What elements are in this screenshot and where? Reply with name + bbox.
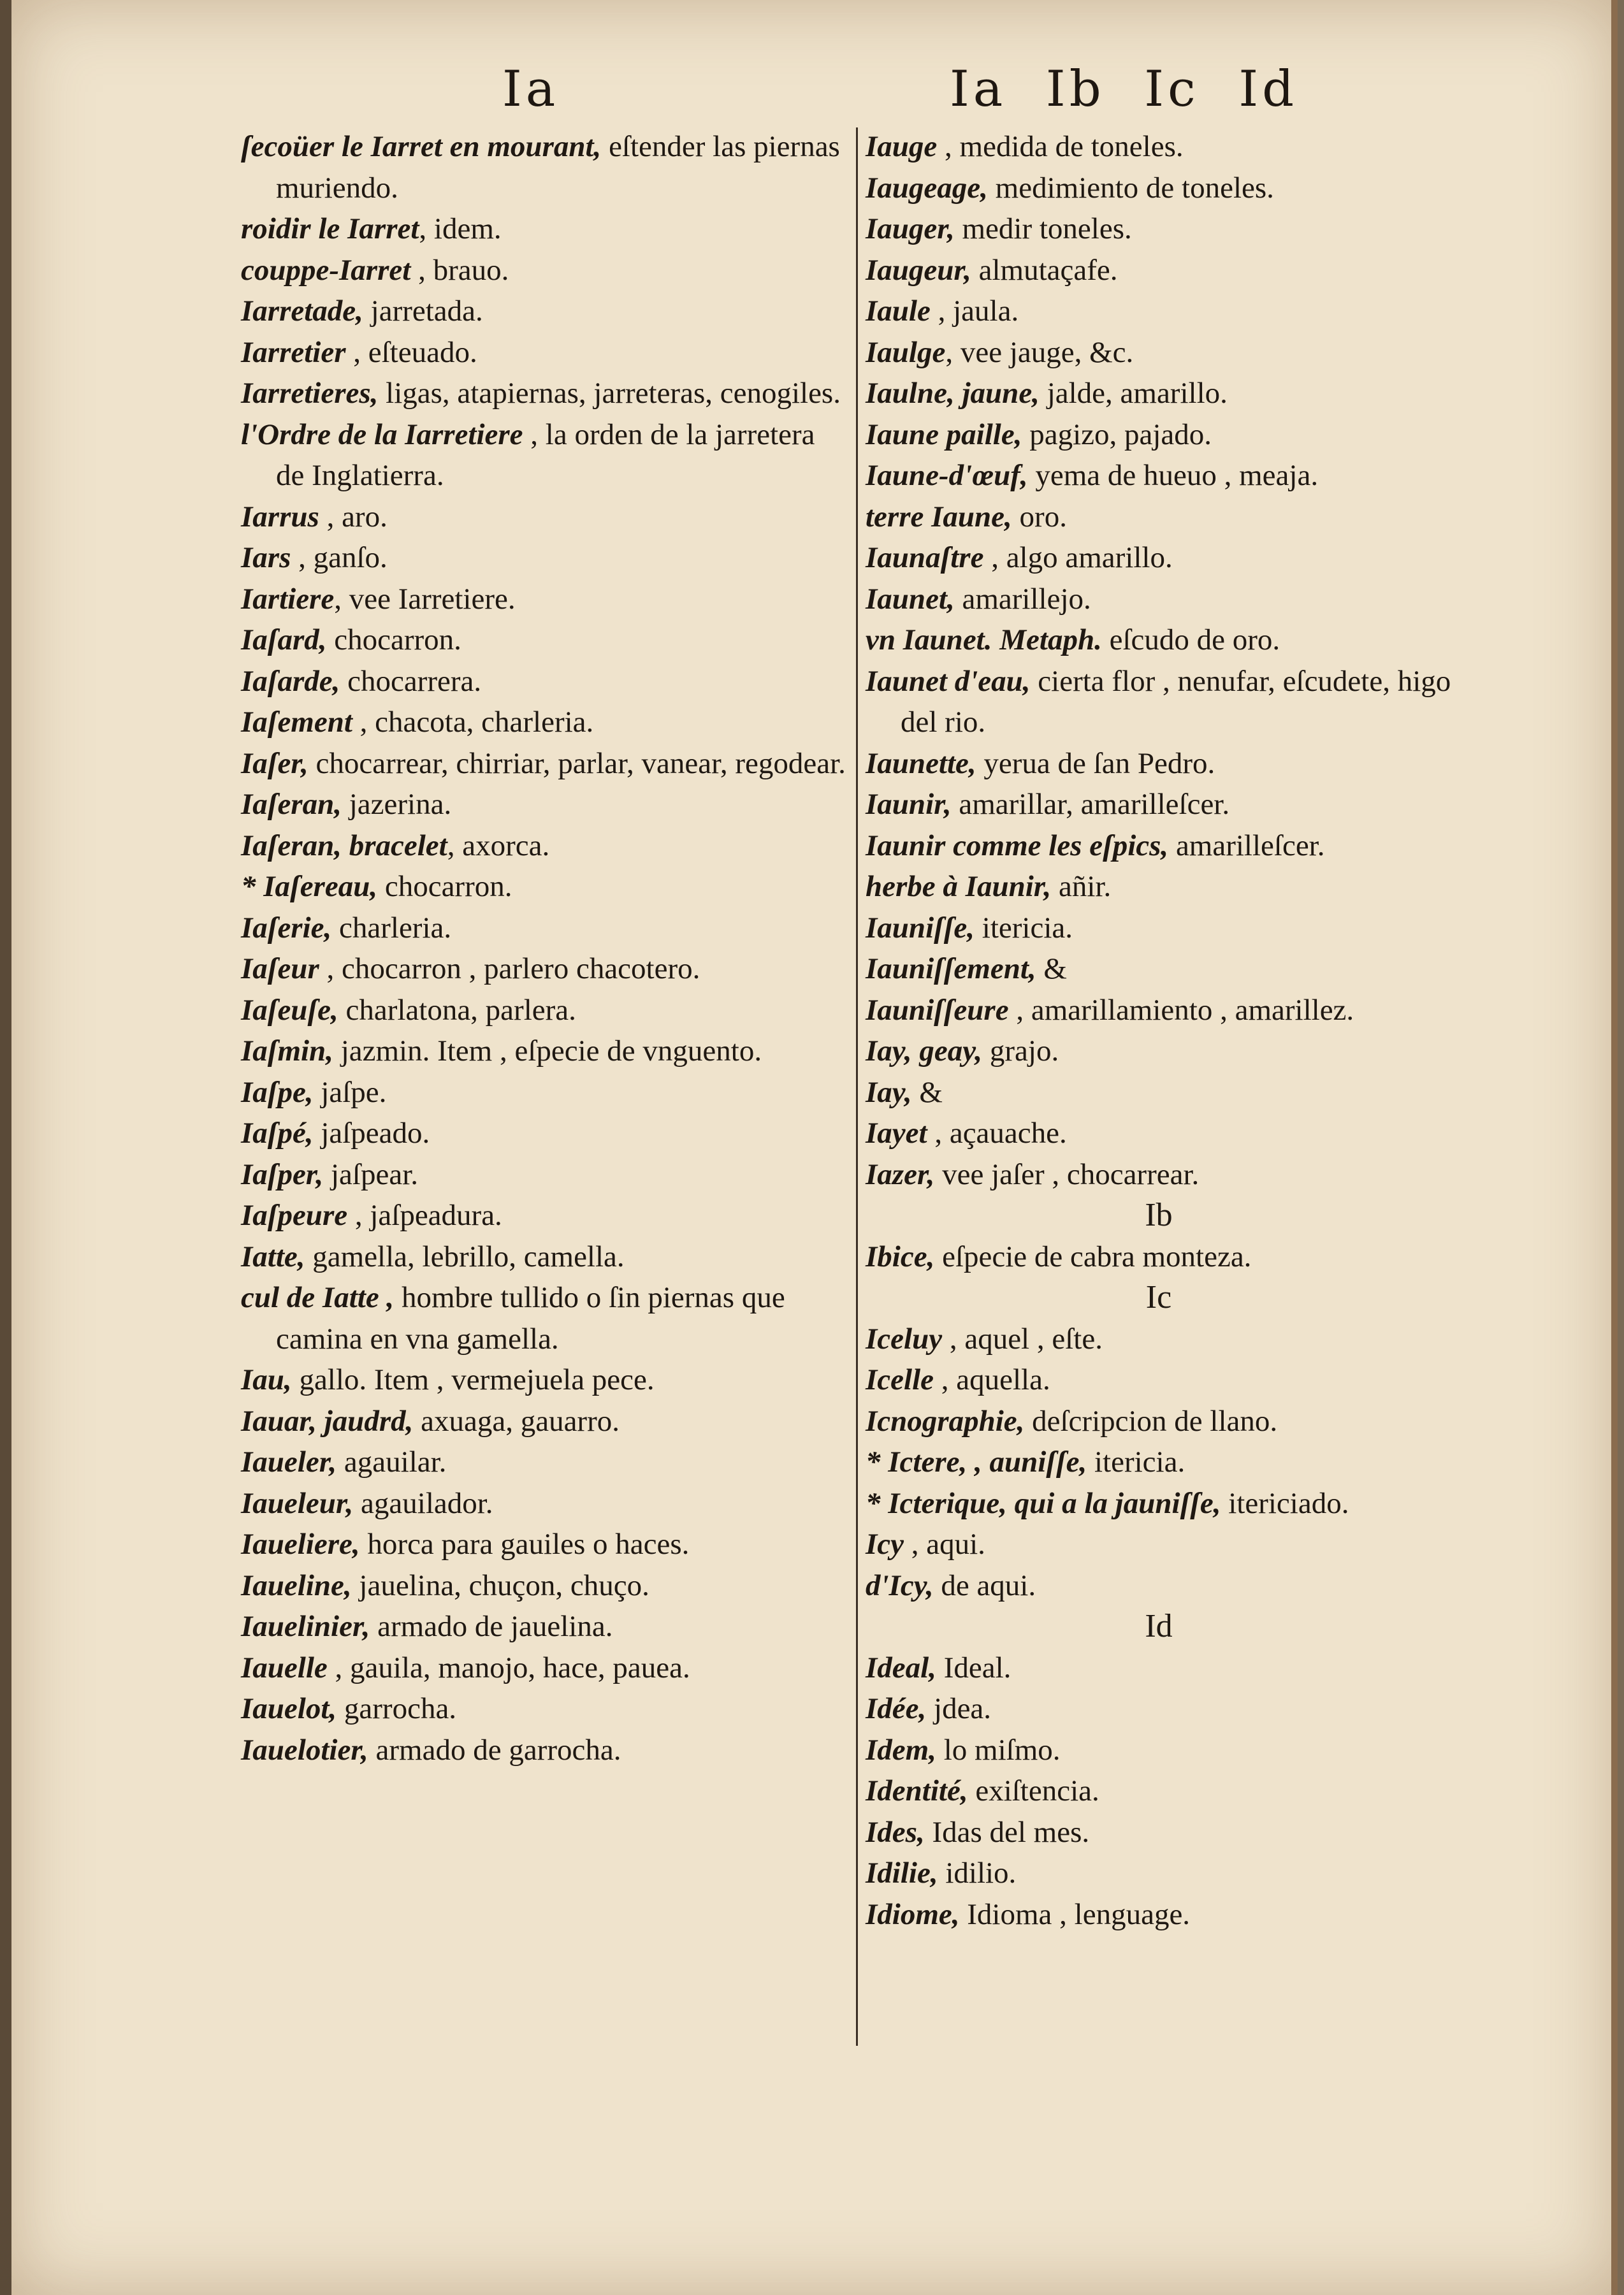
headword: Iartiere xyxy=(241,582,335,616)
definition: itericiado. xyxy=(1221,1486,1349,1520)
dictionary-entry xyxy=(241,661,850,702)
dictionary-entry xyxy=(241,1524,850,1565)
dictionary-entry xyxy=(241,1483,850,1524)
dictionary-entry xyxy=(241,1359,850,1401)
headword: herbe à Iaunir, xyxy=(866,870,1052,903)
definition: eſpecie de cabra monteza. xyxy=(934,1240,1252,1273)
dictionary-entry xyxy=(866,1770,1452,1812)
headword: l'Ordre de la Iarretiere xyxy=(241,417,523,451)
dictionary-entry xyxy=(241,1401,850,1442)
dictionary-page xyxy=(11,0,1618,2295)
dictionary-entry xyxy=(866,784,1452,825)
dictionary-entry xyxy=(866,1359,1452,1401)
definition: , vee Iarretiere. xyxy=(334,582,516,616)
definition: eſcudo de oro. xyxy=(1101,623,1280,656)
definition: , vee jauge, &c. xyxy=(945,335,1134,369)
headword: Iatte, xyxy=(241,1240,305,1273)
definition: oro. xyxy=(1011,500,1067,533)
right-column xyxy=(866,126,1452,1935)
headword: Iaulne, jaune, xyxy=(866,377,1040,410)
headword: Iarretade, xyxy=(241,294,363,328)
headword: Idiome, xyxy=(866,1897,960,1931)
page-edge xyxy=(1611,0,1618,2295)
definition: cierta flor , nenufar, eſcudete, higo del rio. xyxy=(901,664,1451,739)
dictionary-entry xyxy=(241,414,850,496)
section-heading: Ib xyxy=(1145,1197,1173,1233)
dictionary-entry xyxy=(241,908,850,949)
definition: armado de jauelina. xyxy=(370,1610,613,1643)
definition: hombre tullido o ſin piernas que camina en vna gamella. xyxy=(276,1281,785,1356)
headword: Iars xyxy=(241,541,291,574)
dictionary-entry xyxy=(866,168,1452,209)
headword: Iaſeur xyxy=(241,952,319,985)
headword: Iaunet d'eau, xyxy=(866,664,1031,698)
definition: medimiento de toneles. xyxy=(987,171,1274,205)
dictionary-entry xyxy=(241,990,850,1031)
headword: Iaſmin, xyxy=(241,1034,333,1068)
binding-shadow xyxy=(0,0,11,2295)
headword: Iaune-d'œuf, xyxy=(866,459,1028,492)
dictionary-entry xyxy=(241,1688,850,1730)
headword: couppe-Iarret xyxy=(241,253,411,287)
definition: armado de garrocha. xyxy=(368,1733,621,1767)
headword: Iauelinier, xyxy=(241,1610,370,1643)
headword: Iaſer, xyxy=(241,746,308,780)
dictionary-entry xyxy=(241,332,850,373)
headword: Iaunir, xyxy=(866,788,952,821)
dictionary-entry xyxy=(866,1688,1452,1730)
definition: agauilar. xyxy=(337,1445,447,1479)
definition: , algo amarillo. xyxy=(983,541,1173,574)
section-heading: Ic xyxy=(1145,1279,1172,1315)
headword: * Icterique, qui a la jauniſſe, xyxy=(866,1486,1221,1520)
definition: chocarrear, chirriar, parlar, vanear, regodear. xyxy=(308,746,846,780)
headword: Iaule xyxy=(866,294,931,328)
header-right: Ia Ib Ic Id xyxy=(950,61,1298,118)
dictionary-entry xyxy=(241,1647,850,1689)
definition: , eſteuado. xyxy=(345,335,477,369)
dictionary-entry xyxy=(241,373,850,414)
dictionary-entry xyxy=(241,948,850,990)
definition: charleria. xyxy=(331,911,452,945)
headword: Identité, xyxy=(866,1774,968,1807)
dictionary-entry xyxy=(241,866,850,908)
headword: Iaſper, xyxy=(241,1157,324,1191)
headword: Icelle xyxy=(866,1363,934,1396)
definition: jauelina, chuçon, chuço. xyxy=(351,1568,649,1602)
headword: Iaueler, xyxy=(241,1445,337,1479)
headword: Iauger, xyxy=(866,212,955,245)
definition: , gauila, manojo, hace, pauea. xyxy=(327,1651,690,1684)
dictionary-entry xyxy=(241,1154,850,1196)
dictionary-entry xyxy=(241,1606,850,1647)
definition: jarretada. xyxy=(363,294,483,328)
headword: Iaſard, xyxy=(241,623,327,656)
dictionary-entry xyxy=(866,537,1452,579)
definition: chocarron. xyxy=(377,870,512,903)
headword: Iaunir comme les eſpics, xyxy=(866,829,1169,862)
dictionary-entry xyxy=(866,1894,1452,1936)
left-column xyxy=(241,126,850,1770)
headword: Iaueleur, xyxy=(241,1486,354,1520)
definition: itericia. xyxy=(1087,1445,1185,1479)
headword: Iaſeran, xyxy=(241,788,342,821)
dictionary-entry xyxy=(241,537,850,579)
dictionary-entry xyxy=(866,1072,1452,1113)
definition: agauilador. xyxy=(353,1486,493,1520)
dictionary-entry xyxy=(241,1031,850,1072)
dictionary-entry xyxy=(866,1401,1452,1442)
dictionary-entry xyxy=(866,990,1452,1031)
dictionary-entry xyxy=(866,1236,1452,1278)
dictionary-entry xyxy=(866,1730,1452,1771)
headword: Iaugeage, xyxy=(866,171,988,205)
dictionary-entry xyxy=(241,579,850,620)
dictionary-entry xyxy=(241,1113,850,1154)
dictionary-entry xyxy=(866,250,1452,291)
definition: exiſtencia. xyxy=(968,1774,1099,1807)
dictionary-entry xyxy=(866,208,1452,250)
dictionary-entry xyxy=(866,1483,1452,1524)
definition: amarilleſcer. xyxy=(1168,829,1325,862)
headword: Iauniſſeure xyxy=(866,993,1009,1027)
definition: jazerina. xyxy=(341,788,452,821)
dictionary-entry xyxy=(241,496,850,538)
dictionary-entry xyxy=(866,1319,1452,1360)
definition: vee jaſer , chocarrear. xyxy=(934,1157,1200,1191)
headword: Icnographie, xyxy=(866,1404,1025,1438)
dictionary-entry xyxy=(866,1031,1452,1072)
dictionary-entry xyxy=(866,825,1452,867)
dictionary-entry xyxy=(241,208,850,250)
dictionary-entry xyxy=(866,1565,1452,1607)
headword: Iay, geay, xyxy=(866,1034,983,1068)
headword: Iaſement xyxy=(241,706,352,739)
definition: , aqui. xyxy=(904,1528,985,1561)
dictionary-entry xyxy=(241,825,850,867)
headword: Iarretieres, xyxy=(241,377,379,410)
headword: Iaſeuſe, xyxy=(241,993,338,1027)
dictionary-entry xyxy=(866,332,1452,373)
definition: deſcripcion de llano. xyxy=(1024,1404,1278,1438)
dictionary-entry xyxy=(866,1812,1452,1853)
headword: Iayet xyxy=(866,1117,927,1150)
headword: terre Iaune, xyxy=(866,500,1012,533)
dictionary-entry xyxy=(866,496,1452,538)
headword: Iaſpe, xyxy=(241,1075,314,1109)
dictionary-entry xyxy=(866,1113,1452,1154)
definition: medir toneles. xyxy=(954,212,1132,245)
dictionary-entry xyxy=(866,373,1452,414)
headword: Iaſeran, bracelet xyxy=(241,829,447,862)
definition: , chocarron , parlero chacotero. xyxy=(319,952,700,985)
headword: Iarretier xyxy=(241,335,346,369)
definition: gamella, lebrillo, camella. xyxy=(305,1240,625,1273)
definition: idilio. xyxy=(938,1857,1017,1890)
dictionary-entry xyxy=(241,126,850,208)
headword: * Ictere, , auniſſe, xyxy=(866,1445,1087,1479)
headword: Iauar, jaudrd, xyxy=(241,1404,414,1438)
dictionary-entry xyxy=(866,455,1452,496)
headword: Idée, xyxy=(866,1692,927,1725)
definition: , aro. xyxy=(319,500,388,533)
dictionary-entry xyxy=(866,1524,1452,1565)
headword: Iaulge xyxy=(866,335,946,369)
dictionary-entry xyxy=(241,743,850,785)
dictionary-entry xyxy=(241,1730,850,1771)
definition: Idas del mes. xyxy=(924,1815,1090,1849)
definition: , ganſo. xyxy=(291,541,388,574)
definition: ligas, atapiernas, jarreteras, cenogiles. xyxy=(378,377,841,410)
dictionary-entry xyxy=(241,619,850,661)
headword: Iazer, xyxy=(866,1157,935,1191)
definition: axuaga, gauarro. xyxy=(413,1404,620,1438)
definition: , axorca. xyxy=(447,829,550,862)
dictionary-entry xyxy=(866,866,1452,908)
headword: Ides, xyxy=(866,1815,925,1849)
definition: jaſpe. xyxy=(313,1075,387,1109)
dictionary-entry xyxy=(241,1072,850,1113)
headword: Idilie, xyxy=(866,1857,938,1890)
definition: de aqui. xyxy=(933,1568,1036,1602)
definition: pagizo, pajado. xyxy=(1022,417,1212,451)
section-heading: Id xyxy=(1145,1608,1173,1644)
dictionary-entry xyxy=(241,250,850,291)
headword: Iaunaſtre xyxy=(866,541,984,574)
definition: grajo. xyxy=(982,1034,1059,1068)
definition: Ideal. xyxy=(936,1651,1011,1684)
definition: amarillar, amarilleſcer. xyxy=(951,788,1230,821)
dictionary-entry xyxy=(241,1277,850,1359)
headword: Iau, xyxy=(241,1363,292,1396)
dictionary-entry xyxy=(866,126,1452,168)
definition: jalde, amarillo. xyxy=(1039,377,1228,410)
headword: Iaſpé, xyxy=(241,1117,314,1150)
headword: Iaſarde, xyxy=(241,664,340,698)
definition: yema de hueuo , meaja. xyxy=(1027,459,1319,492)
dictionary-entry xyxy=(866,948,1452,990)
column-divider xyxy=(856,127,858,2046)
definition: gallo. Item , vermejuela pece. xyxy=(291,1363,655,1396)
definition: , la orden de la jarretera de Inglatierra. xyxy=(276,417,815,492)
dictionary-entry xyxy=(241,1442,850,1483)
definition: , jaſpeadura. xyxy=(347,1199,502,1232)
dictionary-entry xyxy=(241,1236,850,1278)
dictionary-entry xyxy=(866,619,1452,661)
definition: añir. xyxy=(1051,870,1112,903)
definition: yerua de ſan Pedro. xyxy=(976,746,1215,780)
definition: & xyxy=(911,1075,943,1109)
headword: Iaueliere, xyxy=(241,1528,360,1561)
definition: , aquella. xyxy=(934,1363,1050,1396)
dictionary-entry xyxy=(866,579,1452,620)
dictionary-entry xyxy=(241,702,850,743)
headword: ſecoüer le Iarret en mourant, xyxy=(241,130,602,163)
headword: Icy xyxy=(866,1528,904,1561)
dictionary-entry xyxy=(866,1154,1452,1196)
definition: , medida de toneles. xyxy=(937,130,1184,163)
headword: Iaſerie, xyxy=(241,911,332,945)
headword: Iaſpeure xyxy=(241,1199,348,1232)
headword: Iceluy xyxy=(866,1322,943,1356)
dictionary-entry xyxy=(241,1195,850,1236)
dictionary-entry xyxy=(866,661,1452,743)
dictionary-entry xyxy=(241,291,850,332)
definition: lo miſmo. xyxy=(936,1733,1061,1767)
definition: , amarillamiento , amarillez. xyxy=(1008,993,1354,1027)
definition: garrocha. xyxy=(337,1692,457,1725)
definition: charlatona, parlera. xyxy=(338,993,576,1027)
headword: Iarrus xyxy=(241,500,319,533)
headword: Iauelotier, xyxy=(241,1733,368,1767)
dictionary-entry xyxy=(866,291,1452,332)
headword: Iay, xyxy=(866,1075,912,1109)
definition: & xyxy=(1036,952,1067,985)
dictionary-entry xyxy=(866,414,1452,456)
definition: , jaula. xyxy=(930,294,1019,328)
dictionary-entry xyxy=(866,908,1452,949)
definition: chocarron. xyxy=(326,623,461,656)
headword: Iauge xyxy=(866,130,938,163)
definition: itericia. xyxy=(975,911,1073,945)
definition: almutaçafe. xyxy=(971,253,1118,287)
headword: Iauniſſement, xyxy=(866,952,1036,985)
headword: Iaunet, xyxy=(866,582,955,616)
headword: Iauelle xyxy=(241,1651,328,1684)
dictionary-entry xyxy=(866,1647,1452,1689)
headword: Iaunette, xyxy=(866,746,976,780)
definition: , idem. xyxy=(419,212,502,245)
headword: roidir le Iarret xyxy=(241,212,419,245)
definition: , brauo. xyxy=(410,253,509,287)
dictionary-entry xyxy=(241,784,850,825)
definition: jdea. xyxy=(926,1692,992,1725)
definition: chocarrera. xyxy=(340,664,482,698)
definition: , açauache. xyxy=(927,1117,1067,1150)
definition: , chacota, charleria. xyxy=(352,706,594,739)
dictionary-entry xyxy=(241,1565,850,1607)
headword: Iauniſſe, xyxy=(866,911,975,945)
headword: Iauelot, xyxy=(241,1692,337,1725)
definition: horca para gauiles o haces. xyxy=(359,1528,690,1561)
headword: Iaugeur, xyxy=(866,253,971,287)
definition: jaſpear. xyxy=(323,1157,419,1191)
dictionary-entry xyxy=(866,743,1452,785)
headword: Iaueline, xyxy=(241,1568,352,1602)
definition: , aquel , eſte. xyxy=(942,1322,1103,1356)
definition: jazmin. Item , eſpecie de vnguento. xyxy=(333,1034,762,1068)
dictionary-entry xyxy=(866,1442,1452,1483)
headword: Ibice, xyxy=(866,1240,935,1273)
headword: Idem, xyxy=(866,1733,936,1767)
headword: * Iaſereau, xyxy=(241,870,378,903)
definition: eſtender las piernas muriendo. xyxy=(276,130,840,205)
headword: Iaune paille, xyxy=(866,417,1022,451)
headword: cul de Iatte , xyxy=(241,1281,395,1314)
definition: Idioma , lenguage. xyxy=(959,1897,1191,1931)
headword: d'Icy, xyxy=(866,1568,934,1602)
headword: Ideal, xyxy=(866,1651,936,1684)
header-left: Ia xyxy=(502,61,560,118)
dictionary-entry xyxy=(866,1853,1452,1894)
definition: amarillejo. xyxy=(954,582,1091,616)
definition: jaſpeado. xyxy=(313,1117,430,1150)
headword: vn Iaunet. Metaph. xyxy=(866,623,1102,656)
